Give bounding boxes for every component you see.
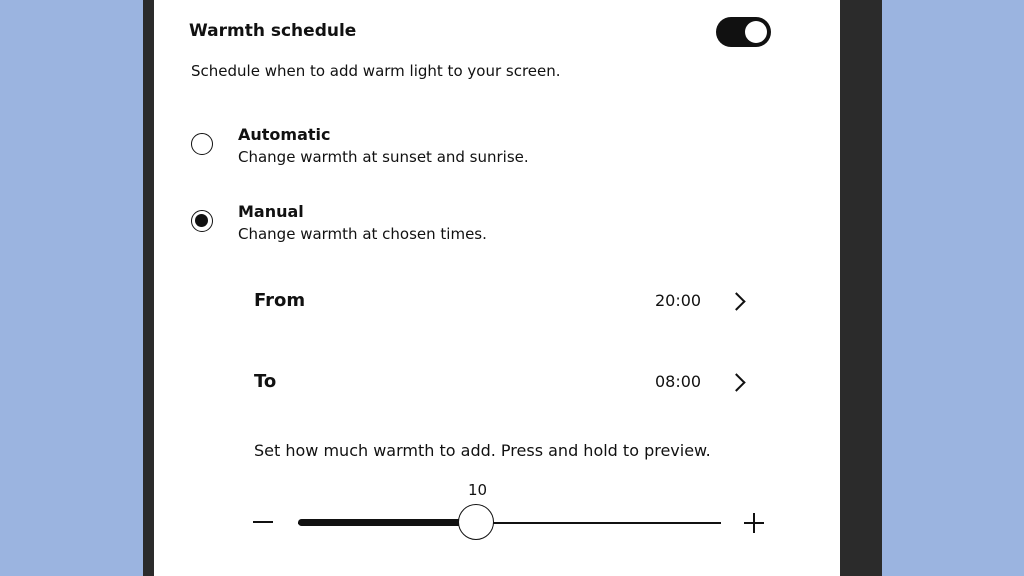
warmth-hint: Set how much warmth to add. Press and hold to preview. xyxy=(254,441,711,460)
manual-description: Change warmth at chosen times. xyxy=(238,225,487,243)
plus-icon[interactable] xyxy=(744,513,764,533)
settings-screen xyxy=(154,0,836,576)
toggle-knob xyxy=(745,21,767,43)
to-time-value[interactable]: 08:00 xyxy=(655,372,702,391)
manual-radio[interactable] xyxy=(191,210,213,232)
warmth-slider-fill xyxy=(298,519,476,526)
warmth-value-label: 10 xyxy=(468,481,488,499)
automatic-radio[interactable] xyxy=(191,133,213,155)
schedule-description: Schedule when to add warm light to your screen. xyxy=(191,62,561,80)
screen-edge xyxy=(836,0,840,576)
warmth-schedule-title: Warmth schedule xyxy=(189,21,357,41)
warmth-schedule-toggle[interactable] xyxy=(716,17,771,47)
warmth-slider-thumb[interactable] xyxy=(458,504,494,540)
automatic-description: Change warmth at sunset and sunrise. xyxy=(238,148,529,166)
manual-label[interactable]: Manual xyxy=(238,202,304,221)
from-label[interactable]: From xyxy=(254,290,306,311)
minus-icon[interactable] xyxy=(253,521,273,523)
automatic-label[interactable]: Automatic xyxy=(238,125,331,144)
from-time-value[interactable]: 20:00 xyxy=(655,291,702,310)
to-label[interactable]: To xyxy=(254,371,277,392)
